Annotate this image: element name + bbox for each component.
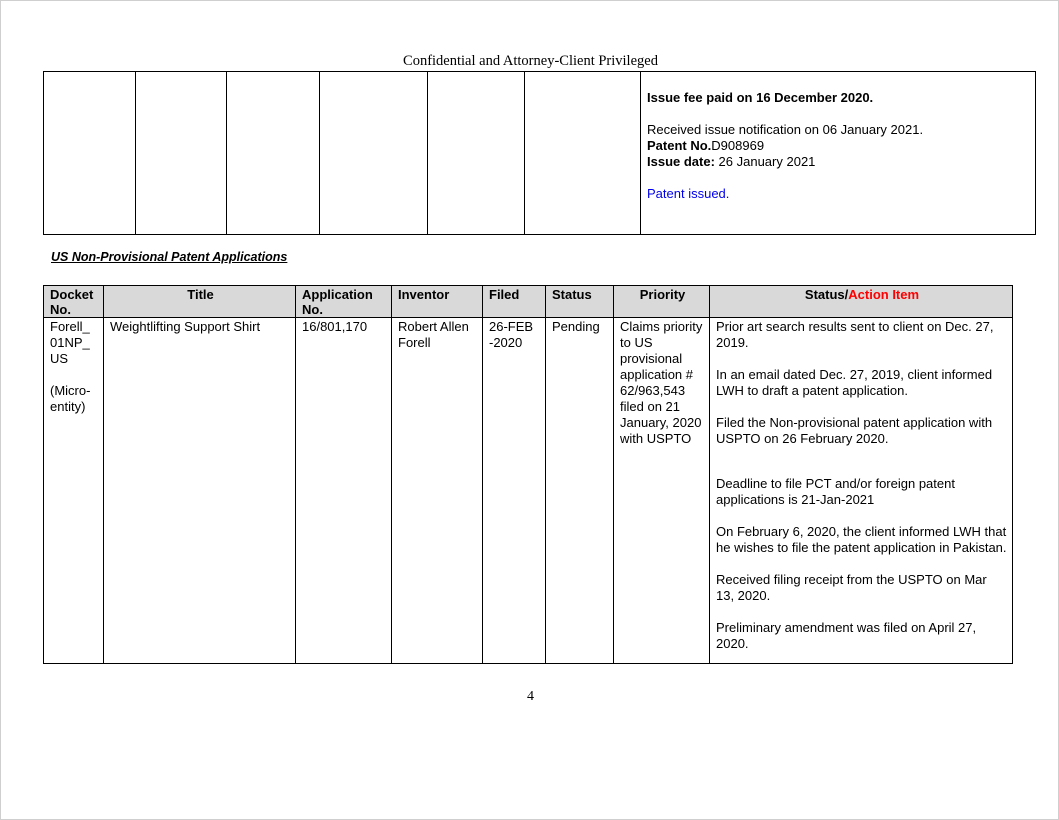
inventor-cell: Robert Allen Forell <box>392 318 483 664</box>
filed-date-cell: 26-FEB -2020 <box>483 318 546 664</box>
confidentiality-header: Confidential and Attorney-Client Privileged <box>403 53 658 69</box>
status-action-cell <box>710 318 1013 664</box>
status-note: On February 6, 2020, the client informed LWH that he wishes to file the patent application in Pakistan. <box>716 524 1007 555</box>
status-note: Deadline to file PCT and/or foreign patent applications is 21-Jan-2021 <box>716 476 955 507</box>
table-row <box>44 72 1036 235</box>
continued-patent-table <box>43 71 1036 235</box>
issue-date-line <box>647 154 1029 170</box>
title-cell: Weightlifting Support Shirt <box>104 318 296 664</box>
applications-table <box>43 285 1013 664</box>
header-priority: Priority <box>614 286 710 318</box>
empty-cell <box>136 72 227 235</box>
table-row <box>44 318 1013 664</box>
header-status-part: Status/ <box>804 287 849 302</box>
patent-number-label: Patent No. <box>647 138 712 153</box>
section-heading: US Non-Provisional Patent Applications <box>51 250 288 264</box>
docket-cell <box>44 318 104 664</box>
empty-cell <box>525 72 641 235</box>
patent-number-line <box>647 138 1029 154</box>
status-note: Prior art search results sent to client on Dec. 27, 2019. <box>716 319 994 350</box>
patent-issued-note: Patent issued. <box>647 186 730 201</box>
entity-type: (Micro- entity) <box>50 383 91 414</box>
status-notes-cell <box>641 72 1036 235</box>
status-note: In an email dated Dec. 27, 2019, client informed LWH to draft a patent application. <box>716 367 993 398</box>
issue-notification-note: Received issue notification on 06 January 2021. <box>647 122 924 137</box>
header-status-action <box>710 286 1013 318</box>
status-cell: Pending <box>546 318 614 664</box>
header-inventor: Inventor <box>392 286 483 318</box>
issue-date-label: Issue date: <box>647 154 715 169</box>
issue-date-value: 26 January 2021 <box>718 154 816 169</box>
page-number: 4 <box>527 689 534 704</box>
empty-cell <box>227 72 320 235</box>
empty-cell <box>320 72 428 235</box>
priority-cell: Claims priority to US provisional application # 62/963,543 filed on 21 January, 2020 with USPTO <box>614 318 710 664</box>
header-action-item: Action Item <box>848 287 920 302</box>
patent-number-value: D908969 <box>711 138 765 153</box>
issue-fee-note: Issue fee paid on 16 December 2020. <box>647 90 874 105</box>
header-docket: Docket No. <box>44 286 104 318</box>
header-title: Title <box>104 286 296 318</box>
status-note: Preliminary amendment was filed on April 27, 2020. <box>716 620 977 651</box>
status-note: Filed the Non-provisional patent application with USPTO on 26 February 2020. <box>716 415 993 446</box>
application-number-cell: 16/801,170 <box>296 318 392 664</box>
empty-cell <box>44 72 136 235</box>
docket-number: Forell_ 01NP_ US <box>50 319 90 366</box>
header-filed: Filed <box>483 286 546 318</box>
status-note: Received filing receipt from the USPTO on Mar 13, 2020. <box>716 572 987 603</box>
header-status: Status <box>546 286 614 318</box>
header-application: Application No. <box>296 286 392 318</box>
table-header-row <box>44 286 1013 318</box>
empty-cell <box>428 72 525 235</box>
